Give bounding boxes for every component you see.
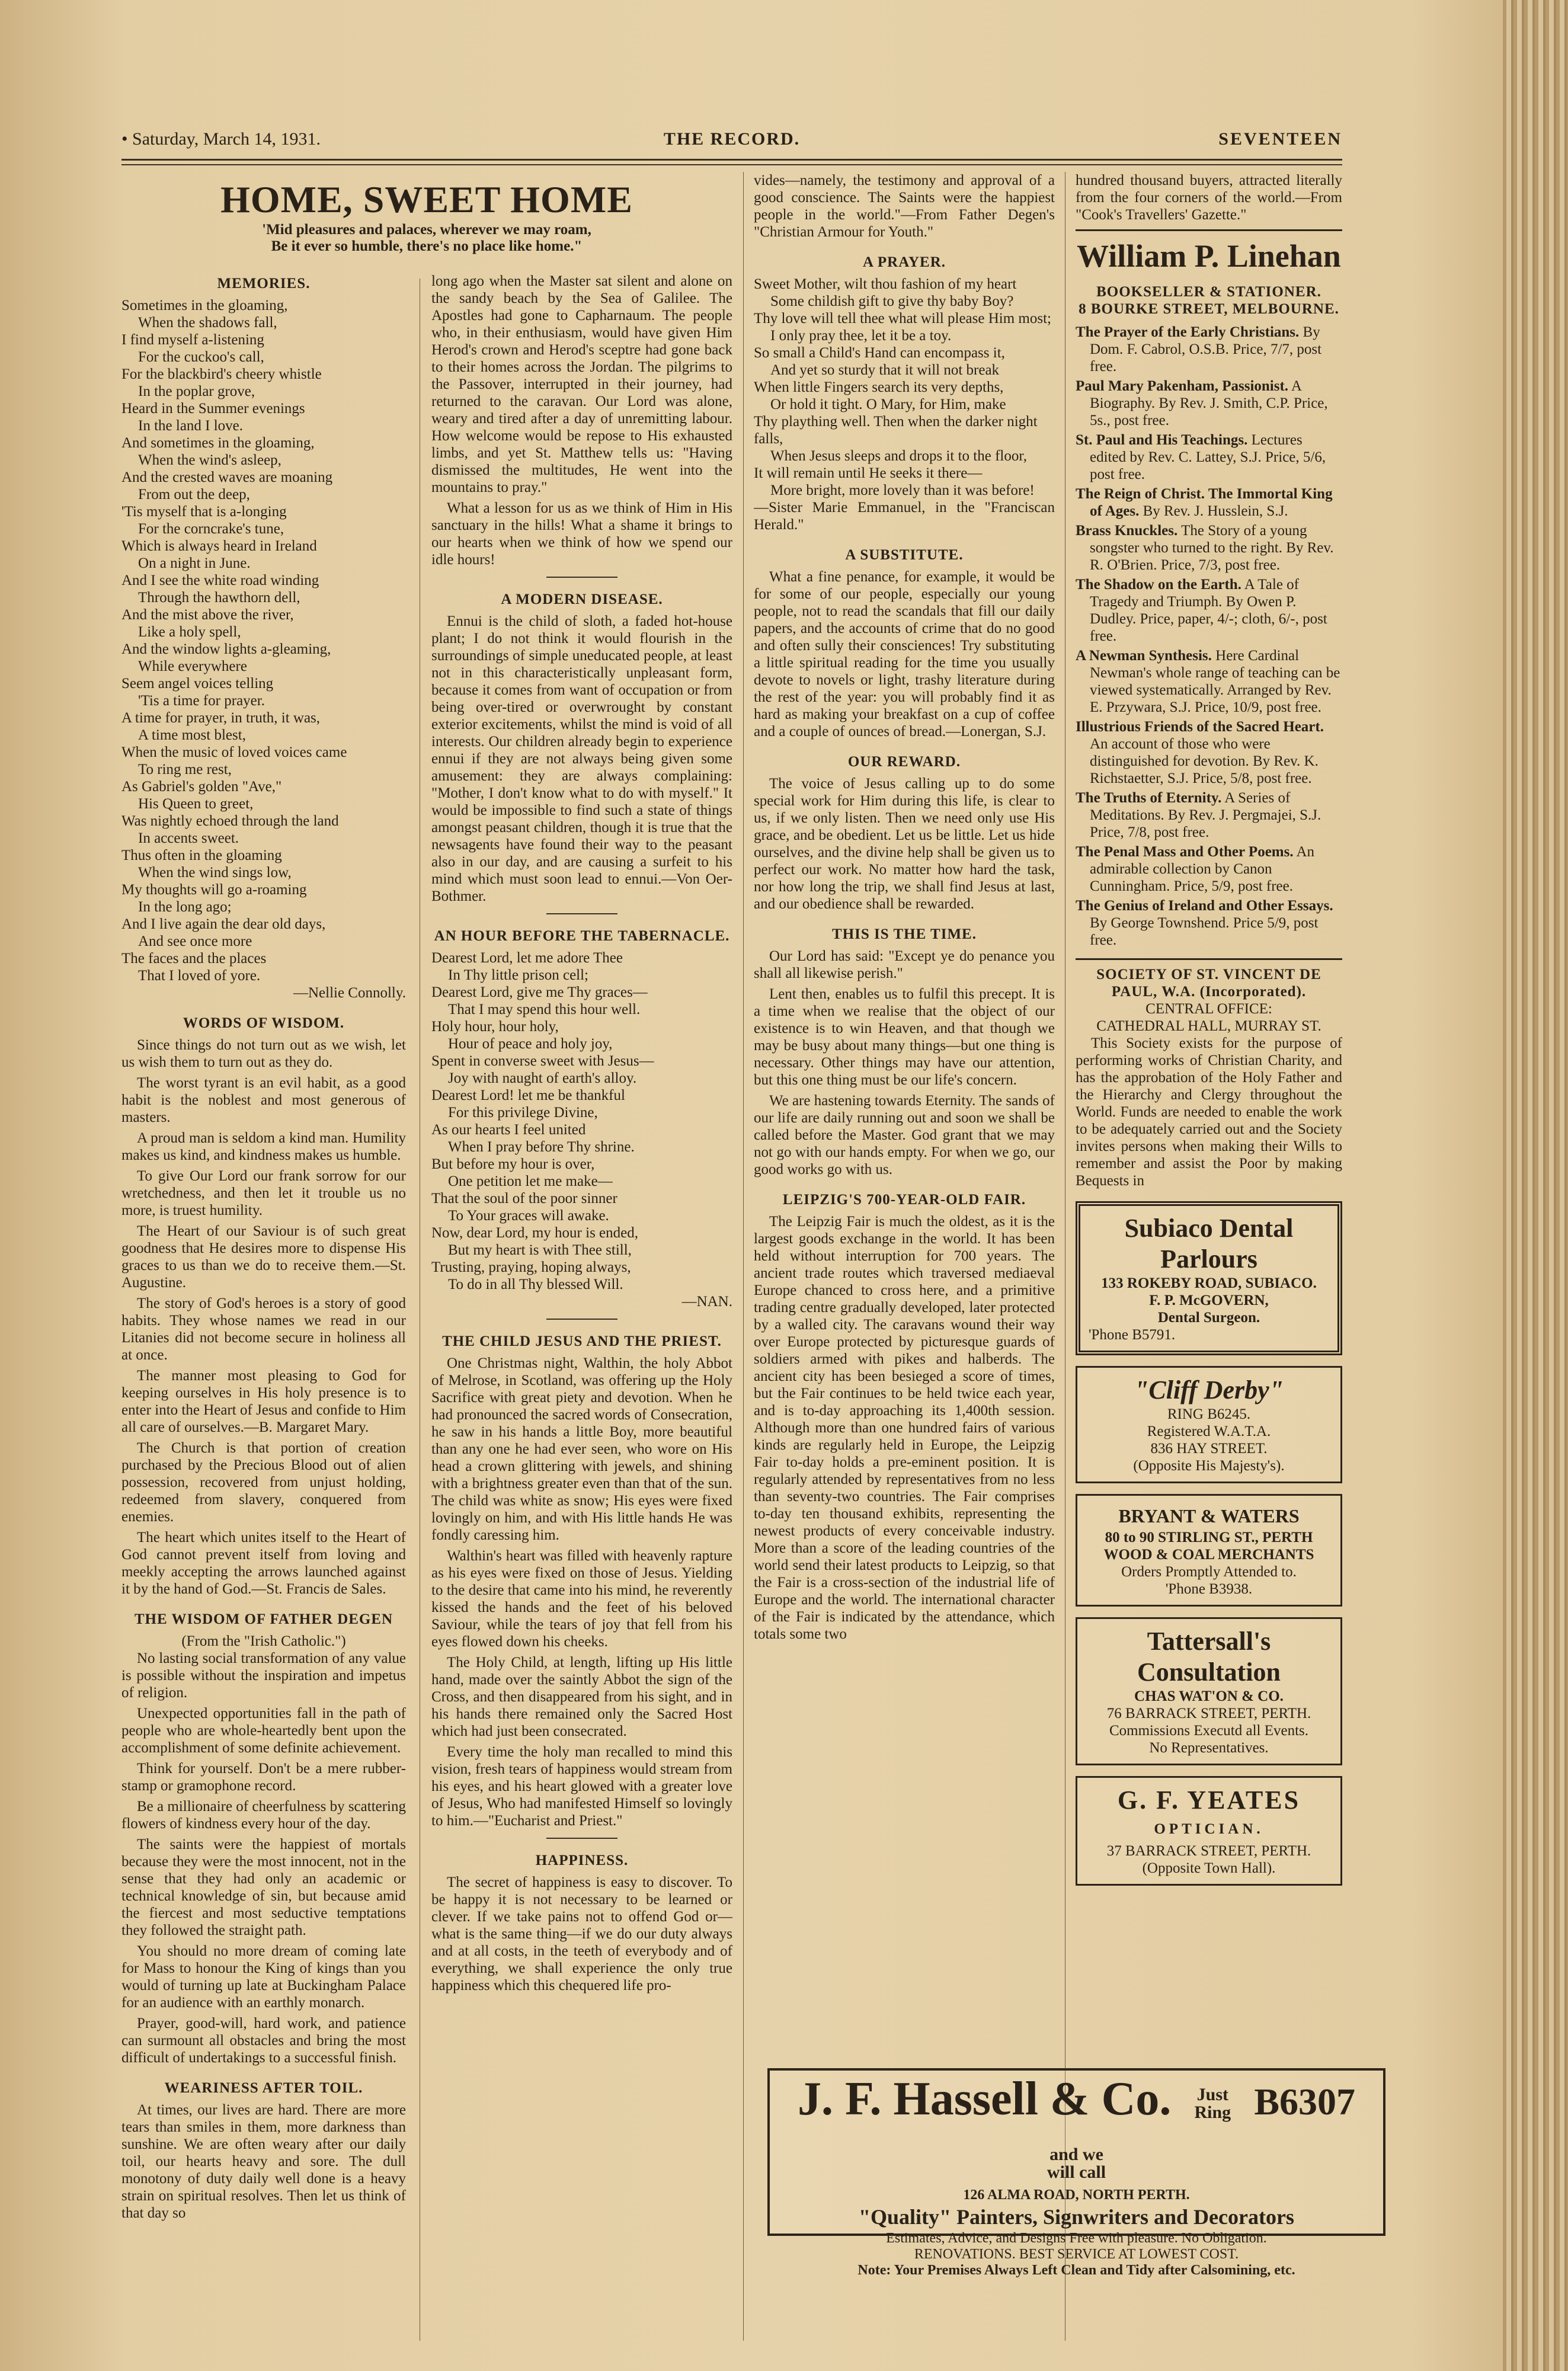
paragraph: A proud man is seldom a kind man. Humility makes us kind, and kindness makes us humble. bbox=[121, 1130, 406, 1163]
poem-line: More bright, more lovely than it was before! bbox=[770, 482, 1035, 498]
poem-line: I find myself a-listening bbox=[121, 332, 264, 348]
poem-line: Sometimes in the gloaming, bbox=[121, 297, 288, 313]
poem-line: For this privilege Divine, bbox=[448, 1105, 598, 1121]
poem-line: My thoughts will go a-roaming bbox=[121, 882, 307, 898]
disease-heading: A MODERN DISEASE. bbox=[501, 591, 663, 607]
tatt-proprietor: CHAS WAT'ON & CO. bbox=[1134, 1688, 1284, 1704]
paragraph: The heart which unites itself to the Heart of God cannot prevent itself from loving and meekly accepting the arrows launched against it by the hand of God.—St. Francis de Sales. bbox=[121, 1530, 406, 1597]
paragraph: Unexpected opportunities fall in the path of people who are whole-heartedly bent upon the accomplishment of some definite achievement. bbox=[121, 1706, 406, 1756]
section-rule bbox=[546, 913, 617, 914]
hassell-just-ring: Just Ring bbox=[1194, 2084, 1231, 2122]
hassell-ad bbox=[767, 2068, 1385, 2278]
continued-paragraph: long ago when the Master sat silent and alone on the sandy beach by the Sea of Galilee. The Apostles had gone to Capharnaum. The people who, in their enthusiasm, would have given Him Herod's crown and Herod's sceptre had gone back to their homes across the Jordan. The pilgrims to the Passover, interrupted in their journey, had returned to the caravan. Our Lord was alone, weary and tired after a day of unremitting labour. How welcome would be repose to His exhausted limbs, and yet St. Matthew tells us: "Having dismissed the multitudes, He went into the mountains to pray." bbox=[431, 273, 732, 495]
poem-line: I only pray thee, let it be a toy. bbox=[770, 328, 952, 344]
weariness-paragraph: At times, our lives are hard. There are more tears than smiles in them, more darkness than sunshine. We are often weary after our daily toil, our hearts heavy and sore. The dull monotony of duty daily well done is a heavy strain on spiritual resolves. Then let us think of that day so bbox=[121, 2102, 406, 2221]
poem-line: Hour of peace and holy joy, bbox=[448, 1036, 613, 1052]
header-paper-name: THE RECORD. bbox=[663, 129, 801, 149]
happiness-paragraph: The secret of happiness is easy to discover. To be happy it is not necessary to be learned or clever. If we take pains not to offend God or—what is the same thing—if we do our duty always and at all costs, in the teeth of everybody and of everything, we shall experience the only true happiness which this chequered life pro- bbox=[431, 1874, 732, 1994]
prayer-signature: —Sister Marie Emmanuel, in the "Franciscan Herald." bbox=[754, 500, 1055, 533]
book-listing bbox=[1076, 718, 1342, 787]
book-details: An account of those who were distinguished for devotion. By Rev. K. Richstaetter, S.J. Price, 5/8, post free. bbox=[1090, 736, 1319, 786]
svdp-office: CENTRAL OFFICE: bbox=[1145, 1001, 1272, 1017]
section-rule bbox=[546, 1838, 617, 1839]
memories-signature: —Nellie Connolly. bbox=[293, 985, 406, 1001]
poem-line: For the cuckoo's call, bbox=[138, 349, 264, 365]
book-title: The Prayer of the Early Christians. bbox=[1076, 324, 1300, 340]
book-details: Here Cardinal Newman's whole range of teaching can be viewed systematically. Arranged by Rev. E. Przywara, S.J. Price, 10/9, post free. bbox=[1090, 648, 1340, 715]
paragraph: Be a millionaire of cheerfulness by scattering flowers of kindness every hour of the day. bbox=[121, 1799, 406, 1832]
continued-paragraph: vides—namely, the testimony and approval of a good conscience. The Saints were the happiest people in the world."—From Father Degen's "Christian Armour for Youth." bbox=[754, 172, 1055, 240]
bryant-waters-ad bbox=[1076, 1494, 1342, 1607]
column-4 bbox=[1076, 172, 1342, 2056]
poem-line: 'Tis myself that is a-longing bbox=[121, 504, 287, 520]
banner-subtitle-2: Be it ever so humble, there's no place like home." bbox=[271, 238, 583, 254]
cliff-derby-ad bbox=[1076, 1366, 1342, 1483]
poem-line: Through the hawthorn dell, bbox=[138, 590, 300, 606]
hassell-name: J. F. Hassell & Co. bbox=[797, 2073, 1172, 2125]
paragraph: Walthin's heart was filled with heavenly rapture as his eyes were fixed on those of Jesus. Yielding to the desire that came into his mind, he reverently kissed the hands and the feet of his beloved Saviour, while the tears of joy that fell from his eyes flowed down his cheeks. bbox=[431, 1548, 732, 1650]
book-listing bbox=[1076, 897, 1342, 949]
poem-line: That the soul of the poor sinner bbox=[431, 1191, 617, 1207]
book-title: Brass Knuckles. bbox=[1076, 523, 1178, 539]
book-title: The Genius of Ireland and Other Essays. bbox=[1076, 898, 1333, 914]
poem-line: Holy hour, hour holy, bbox=[431, 1019, 559, 1035]
paragraph: The worst tyrant is an evil habit, as a good habit is the noblest and most generous of masters. bbox=[121, 1075, 406, 1125]
poem-line: When the wind sings low, bbox=[138, 865, 292, 881]
hassell-address: 126 ALMA ROAD, NORTH PERTH. bbox=[963, 2187, 1190, 2203]
subiaco-address: 133 ROKEBY ROAD, SUBIACO. bbox=[1101, 1275, 1317, 1291]
book-title: St. Paul and His Teachings. bbox=[1076, 432, 1248, 448]
hour-signature: —NAN. bbox=[681, 1294, 732, 1310]
poem-line: Thy love will tell thee what will please Him most; bbox=[754, 311, 1051, 327]
continued-paragraph: hundred thousand buyers, attracted literally from the four corners of the world.—From "Cook's Travellers' Gazette." bbox=[1076, 172, 1342, 223]
book-details: An admirable collection by Canon Cunningham. Price, 5/9, post free. bbox=[1090, 844, 1315, 894]
tattersalls-ad bbox=[1076, 1617, 1342, 1765]
cliff-ring: RING B6245. bbox=[1167, 1406, 1251, 1422]
hour-poem bbox=[431, 949, 732, 1293]
poem-line: That I loved of yore. bbox=[138, 968, 261, 984]
linehan-address: 8 BOURKE STREET, MELBOURNE. bbox=[1079, 301, 1339, 317]
prayer-heading: A PRAYER. bbox=[862, 254, 946, 270]
column-divider bbox=[743, 172, 744, 2341]
wisdom-heading: WORDS OF WISDOM. bbox=[183, 1015, 345, 1031]
book-listing bbox=[1076, 647, 1342, 716]
poem-line: And the mist above the river, bbox=[121, 607, 294, 623]
paragraph: Since things do not turn out as we wish, let us wish them to turn out as they do. bbox=[121, 1037, 406, 1070]
poem-line: Trusting, praying, hoping always, bbox=[431, 1259, 631, 1275]
poem-line: And the crested waves are moaning bbox=[121, 469, 333, 485]
hassell-renovations: RENOVATIONS. BEST SERVICE AT LOWEST COST. bbox=[914, 2247, 1239, 2262]
book-details: By Dom. F. Cabrol, O.S.B. Price, 7/7, post free. bbox=[1090, 324, 1322, 375]
poem-line: Sweet Mother, wilt thou fashion of my heart bbox=[754, 276, 1017, 292]
book-listing bbox=[1076, 522, 1342, 574]
memories-heading: MEMORIES. bbox=[217, 276, 311, 292]
weariness-heading: WEARINESS AFTER TOIL. bbox=[164, 2080, 363, 2096]
poem-line: Like a holy spell, bbox=[138, 624, 241, 640]
time-heading: THIS IS THE TIME. bbox=[832, 926, 977, 942]
paragraph: No lasting social transformation of any value is possible without the inspiration and impetus of religion. bbox=[121, 1650, 406, 1701]
paragraph: Prayer, good-will, hard work, and patience can surmount all obstacles and bring the most difficult of undertakings to a successful finish. bbox=[121, 2015, 406, 2066]
column-3 bbox=[754, 172, 1055, 2056]
book-details: Lectures edited by Rev. C. Lattey, S.J. Price, 5/6, post free. bbox=[1090, 432, 1326, 482]
poem-line: And the window lights a-gleaming, bbox=[121, 641, 331, 657]
bryant-phone: 'Phone B3938. bbox=[1165, 1581, 1253, 1597]
yeates-opposite: (Opposite Town Hall). bbox=[1142, 1860, 1276, 1876]
book-title: The Truths of Eternity. bbox=[1076, 790, 1222, 806]
hassell-will-call: and we will call bbox=[1047, 2144, 1106, 2182]
reward-heading: OUR REWARD. bbox=[847, 754, 961, 770]
poem-line: His Queen to greet, bbox=[138, 796, 254, 812]
book-title: The Shadow on the Earth. bbox=[1076, 577, 1241, 593]
poem-line: Dearest Lord, let me adore Thee bbox=[431, 950, 623, 966]
poem-line: In Thy little prison cell; bbox=[448, 967, 588, 983]
book-binding-edge bbox=[1503, 0, 1568, 2371]
poem-line: From out the deep, bbox=[138, 487, 250, 503]
poem-line: But my heart is with Thee still, bbox=[448, 1242, 632, 1258]
poem-line: Seem angel voices telling bbox=[121, 676, 274, 692]
header-rule bbox=[121, 159, 1342, 165]
books-list bbox=[1076, 324, 1342, 949]
banner-title: HOME, SWEET HOME bbox=[220, 178, 633, 220]
fair-paragraph: The Leipzig Fair is much the oldest, as it is the largest goods exchange in the world. It has been held without interruption for 700 years. The ancient trade routes which traversed mediaeval Europe chanced to cross here, and a primitive trading centre gradually developed, later protected by a walled city. The caravans wound their way over Europe protected by picturesque guards of soldiers armed with pikes and halberds. The ancient city has been besieged a score of times, but the Fair continues to be held twice each year, and is to-day approaching its 1,400th session. Although more than one hundred fairs of various kinds are regularly held in Europe, the Leipzig Fair to-day holds a pre-eminent position. It is regularly attended by representatives from no less than seventy-two countries. The Fair comprises to-day ten thousand exhibits, representing the newest products of every conceivable industry. More than a score of the leading countries of the world send their latest products to Leipzig, so that the Fair is a cross-section of the industrial life of Europe and the world. The international character of the Fair is indicated by the attendance, which totals some two bbox=[754, 1214, 1055, 1642]
cliff-opposite: (Opposite His Majesty's). bbox=[1133, 1458, 1285, 1474]
bryant-name: BRYANT & WATERS bbox=[1118, 1505, 1300, 1527]
paragraph: Lent then, enables us to fulfil this precept. It is a time when we realise that the object of our existence is to win Heaven, and that though we may be busy about many things—but one thing is necessary. Other things may have our attention, but this one thing must be our life's concern. bbox=[754, 986, 1055, 1088]
paragraph: Every time the holy man recalled to mind this vision, fresh tears of happiness would stream from his eyes, and his heart glowed with a greater love of Jesus, Who had manifested Himself so lovingly to him.—"Eucharist and Priest." bbox=[431, 1744, 732, 1829]
reward-paragraph: The voice of Jesus calling up to do some special work for Him during this life, is clear to us, if we only listen. Then we need only use His grace, and be obedient. Let us be little. Let us hide ourselves, and the divine help shall be given us to perfect our work. No matter how hard the task, nor how long the trip, we shall find Jesus at last, and our obedience shall be rewarded. bbox=[754, 776, 1055, 912]
poem-line: Some childish gift to give thy baby Boy? bbox=[770, 293, 1014, 309]
poem-line: It will remain until He seeks it there— bbox=[754, 465, 983, 481]
poem-line: To ring me rest, bbox=[138, 761, 232, 777]
book-listing bbox=[1076, 324, 1342, 375]
poem-line: Or hold it tight. O Mary, for Him, make bbox=[770, 396, 1006, 412]
book-details: A Series of Meditations. By Rev. J. Pergmajei, S.J. Price, 7/8, post free. bbox=[1090, 790, 1321, 840]
subiaco-phone: 'Phone B5791. bbox=[1089, 1327, 1176, 1343]
book-details: By Rev. J. Husslein, S.J. bbox=[1143, 503, 1288, 519]
poem-line: 'Tis a time for prayer. bbox=[138, 693, 265, 709]
poem-line: Dearest Lord, give me Thy graces— bbox=[431, 984, 648, 1000]
poem-line: As our hearts I feel united bbox=[431, 1122, 586, 1138]
tatt-line-2: No Representatives. bbox=[1149, 1740, 1269, 1756]
hassell-tagline: "Quality" Painters, Signwriters and Decorators bbox=[859, 2205, 1294, 2229]
book-title: A Newman Synthesis. bbox=[1076, 648, 1212, 664]
paragraph: To give Our Lord our frank sorrow for our wretchedness, and then let it trouble us no more, is truest humility. bbox=[121, 1168, 406, 1218]
substitute-heading: A SUBSTITUTE. bbox=[845, 547, 964, 563]
cliff-registered: Registered W.A.T.A. bbox=[1147, 1423, 1271, 1439]
memories-poem bbox=[121, 297, 406, 984]
subiaco-role: Dental Surgeon. bbox=[1157, 1310, 1260, 1326]
poem-line: For the blackbird's cheery whistle bbox=[121, 366, 322, 382]
book-details: The Story of a young songster who turned to the right. By Rev. R. O'Brien. Price, 7/3, post free. bbox=[1090, 523, 1334, 573]
book-listing bbox=[1076, 485, 1342, 520]
yeates-name: G. F. YEATES bbox=[1117, 1786, 1301, 1815]
happiness-heading: HAPPINESS. bbox=[535, 1852, 629, 1868]
home-sweet-home-banner bbox=[121, 178, 732, 255]
poem-line: Now, dear Lord, my hour is ended, bbox=[431, 1225, 638, 1241]
poem-line: And sometimes in the gloaming, bbox=[121, 435, 315, 451]
paragraph: The Holy Child, at length, lifting up His little hand, made over the saintly Abbot the sign of the Cross, and then disappeared from his sight, and in his hands there remained only the Sacred Host which had just been consecrated. bbox=[431, 1655, 732, 1739]
book-title: The Reign of Christ. The Immortal King of Ages. bbox=[1076, 486, 1333, 519]
poem-line: One petition let me make— bbox=[448, 1173, 613, 1189]
poem-line: But before my hour is over, bbox=[431, 1156, 595, 1172]
svdp-paragraph: This Society exists for the purpose of performing works of Christian Charity, and has the approbation of the Holy Father and the Hierarchy and Clergy throughout the World. Funds are needed to enable the work to be adequately carried out and the Society invites persons when making their Wills to remember and assist the Poor by making Bequests in bbox=[1076, 1035, 1342, 1189]
hassell-heading-line bbox=[770, 2071, 1383, 2187]
hassell-phone: B6307 bbox=[1254, 2081, 1356, 2123]
yeates-address: 37 BARRACK STREET, PERTH. bbox=[1106, 1843, 1311, 1859]
book-listing bbox=[1076, 377, 1342, 429]
poem-line: The faces and the places bbox=[121, 951, 267, 967]
book-listing bbox=[1076, 576, 1342, 645]
poem-line: As Gabriel's golden "Ave," bbox=[121, 779, 282, 795]
tatt-line-1: Commissions Executd all Events. bbox=[1109, 1723, 1309, 1739]
linehan-trade: BOOKSELLER & STATIONER. bbox=[1096, 284, 1321, 300]
section-rule bbox=[546, 577, 617, 578]
book-details: By George Townshend. Price 5/9, post free. bbox=[1090, 915, 1319, 948]
section-rule bbox=[546, 1319, 617, 1320]
bryant-trade: WOOD & COAL MERCHANTS bbox=[1103, 1547, 1314, 1563]
poem-line: In the poplar grove, bbox=[138, 383, 255, 399]
poem-line: And yet so sturdy that it will not break bbox=[770, 362, 1000, 378]
prayer-poem bbox=[754, 276, 1055, 499]
bryant-orders: Orders Promptly Attended to. bbox=[1121, 1564, 1297, 1580]
poem-line: When the shadows fall, bbox=[138, 315, 277, 331]
child-heading: THE CHILD JESUS AND THE PRIEST. bbox=[442, 1333, 722, 1349]
paragraph: We are hastening towards Eternity. The sands of our life are daily running out and soon we shall be called before the Master. God grant that we may not go with our hands empty. For when we go, our good works go with us. bbox=[754, 1093, 1055, 1177]
poem-line: To Your graces will awake. bbox=[448, 1208, 609, 1224]
poem-line: To do in all Thy blessed Will. bbox=[448, 1276, 623, 1292]
poem-line: While everywhere bbox=[138, 658, 247, 674]
hassell-note: Note: Your Premises Always Left Clean and Tidy after Calsomining, etc. bbox=[857, 2263, 1295, 2278]
time-body bbox=[754, 948, 1055, 1178]
paragraph: Our Lord has said: "Except ye do penance you shall all likewise perish." bbox=[754, 948, 1055, 981]
poem-line: Heard in the Summer evenings bbox=[121, 401, 305, 417]
yeates-ad bbox=[1076, 1776, 1342, 1886]
poem-line: A time most blest, bbox=[138, 727, 246, 743]
poem-line: For the corncrake's tune, bbox=[138, 521, 284, 537]
hassell-estimates: Estimates, Advice, and Designs Free with pleasure. No Obligation. bbox=[886, 2231, 1267, 2246]
poem-line: When the music of loved voices came bbox=[121, 744, 347, 760]
poem-line: So small a Child's Hand can encompass it, bbox=[754, 345, 1005, 361]
poem-line: A time for prayer, in truth, it was, bbox=[121, 710, 321, 726]
continued-paragraph-2: What a lesson for us as we think of Him in His sanctuary in the hills! What a shame it brings to our hearts when we think of how we spend our idle hours! bbox=[431, 500, 732, 568]
poem-line: Joy with naught of earth's alloy. bbox=[448, 1070, 637, 1086]
poem-line: On a night in June. bbox=[138, 555, 251, 571]
paragraph: You should no more dream of coming late for Mass to honour the King of kings than you would of turning up late at Buckingham Palace for an audience with an earthly monarch. bbox=[121, 1943, 406, 2011]
disease-paragraph: Ennui is the child of sloth, a faded hot-house plant; I do not think it would flourish in the surroundings of simple uneducated people, at least not in this characteristically unpleasant form, because it comes from want of occupation or from being over-tired or overwrought by constant exterior excitements, whilst the mind is void of all interests. Our children already begin to experience ennui if they are not always being given some amusement: they are always complaining: "Mother, I don't know what to do with myself." It would be impossible to find such a state of things amongst peasant children, though it is true that the newsagents have found their way to the peasant also in our day, and are causing a surfeit to his mind which must soon lead to ennui.—Von Oer-Bothmer. bbox=[431, 613, 732, 904]
paragraph: The manner most pleasing to God for keeping ourselves in His holy presence is to enter into the Heart of Jesus and confide to Him all care of ourselves.—B. Margaret Mary. bbox=[121, 1368, 406, 1435]
column-2 bbox=[431, 273, 732, 2347]
header-page-number: SEVENTEEN bbox=[1218, 129, 1342, 149]
poem-line: And see once more bbox=[138, 933, 252, 949]
poem-line: When little Fingers search its very depths, bbox=[754, 379, 1004, 395]
hour-heading: AN HOUR BEFORE THE TABERNACLE. bbox=[434, 928, 730, 944]
fair-heading: LEIPZIG'S 700-YEAR-OLD FAIR. bbox=[782, 1192, 1026, 1208]
paragraph: The Heart of our Saviour is of such great goodness that He desires more to dispense His graces to us than we do to receive them.—St. Augustine. bbox=[121, 1223, 406, 1291]
poem-line: And I see the white road winding bbox=[121, 572, 319, 588]
book-title: Illustrious Friends of the Sacred Heart. bbox=[1076, 719, 1324, 735]
banner-subtitle-1: 'Mid pleasures and palaces, wherever we may roam, bbox=[262, 222, 591, 238]
tatt-address: 76 BARRACK STREET, PERTH. bbox=[1106, 1706, 1311, 1722]
poem-line: Thus often in the gloaming bbox=[121, 847, 282, 863]
svdp-address: CATHEDRAL HALL, MURRAY ST. bbox=[1096, 1018, 1321, 1034]
book-listing bbox=[1076, 431, 1342, 483]
poem-line: Which is always heard in Ireland bbox=[121, 538, 317, 554]
svdp-heading: SOCIETY OF ST. VINCENT DE PAUL, W.A. (Incorporated). bbox=[1096, 967, 1321, 1000]
header-date: • Saturday, March 14, 1931. bbox=[121, 129, 321, 149]
child-body bbox=[431, 1355, 732, 1829]
poem-line: That I may spend this hour well. bbox=[448, 1001, 641, 1017]
paragraph: Think for yourself. Don't be a mere rubber-stamp or gramophone record. bbox=[121, 1761, 406, 1794]
bryant-address: 80 to 90 STIRLING ST., PERTH bbox=[1105, 1530, 1313, 1546]
poem-line: When I pray before Thy shrine. bbox=[448, 1139, 635, 1155]
subiaco-proprietor: F. P. McGOVERN, bbox=[1149, 1292, 1269, 1308]
poem-line: Dearest Lord! let me be thankful bbox=[431, 1087, 625, 1103]
poem-line: Was nightly echoed through the land bbox=[121, 813, 339, 829]
paragraph: One Christmas night, Walthin, the holy Abbot of Melrose, in Scotland, was offering up the Holy Sacrifice with great piety and devotion. When he had pronounced the sacred words of Consecration, he saw in his hands a little Boy, more beautiful than any one he had ever seen, who wore on His head a crown glittering with jewels, and shining with a brightness greater even than that of the sun. The child was white as snow; His eyes were fixed lovingly on him, and with His little hands He was fondly caressing him. bbox=[431, 1355, 732, 1543]
page-header bbox=[121, 129, 1342, 151]
book-title: The Penal Mass and Other Poems. bbox=[1076, 844, 1294, 860]
degen-source: (From the "Irish Catholic.") bbox=[181, 1633, 346, 1649]
paragraph: The Church is that portion of creation purchased by the Precious Blood out of alien possession, recovered from unjust holding, redeemed from slavery, conquered from enemies. bbox=[121, 1440, 406, 1525]
cliff-address: 836 HAY STREET. bbox=[1150, 1441, 1268, 1457]
poem-line: When the wind's asleep, bbox=[138, 452, 281, 468]
book-details: A Biography. By Rev. J. Smith, C.P. Price, 5s., post free. bbox=[1090, 378, 1328, 428]
degen-body bbox=[121, 1650, 406, 2066]
subiaco-dental-ad bbox=[1076, 1201, 1342, 1355]
poem-line: In the land I love. bbox=[138, 418, 244, 434]
cliff-name: "Cliff Derby" bbox=[1134, 1375, 1284, 1404]
book-title: Paul Mary Pakenham, Passionist. bbox=[1076, 378, 1289, 394]
book-details: A Tale of Tragedy and Triumph. By Owen P. Dudley. Price, paper, 4/-; cloth, 6/-, post free. bbox=[1090, 577, 1327, 644]
poem-line: When Jesus sleeps and drops it to the floor, bbox=[770, 448, 1027, 464]
poem-line: In accents sweet. bbox=[138, 830, 239, 846]
linehan-name: William P. Linehan bbox=[1077, 238, 1341, 274]
book-listing bbox=[1076, 789, 1342, 841]
wisdom-body bbox=[121, 1036, 406, 1598]
poem-line: Spent in converse sweet with Jesus— bbox=[431, 1053, 654, 1069]
degen-heading: THE WISDOM OF FATHER DEGEN bbox=[134, 1611, 393, 1627]
book-listing bbox=[1076, 843, 1342, 895]
poem-line: Thy plaything well. Then when the darker night falls, bbox=[754, 414, 1038, 447]
yeates-trade: OPTICIAN. bbox=[1154, 1821, 1264, 1837]
column-1 bbox=[121, 273, 406, 2347]
subiaco-name: Subiaco Dental Parlours bbox=[1124, 1214, 1294, 1274]
substitute-paragraph: What a fine penance, for example, it would be for some of our people, especially our young people, not to read the scandals that fill our daily papers, and the accounts of crime that do no good and often sully their consciences! Try substituting a little spiritual reading for the time you usually devote to novels or light, trashy literature during the rest of the year: you will probably find it as hard as making your breakfast on a cup of coffee and a couple of ounces of bread.—Lonergan, S.J. bbox=[754, 569, 1055, 740]
paragraph: The story of God's heroes is a story of good habits. They whose names we read in our Litanies did not become secure in holiness all at once. bbox=[121, 1295, 406, 1363]
tatt-name: Tattersall's Consultation bbox=[1137, 1627, 1281, 1687]
paragraph: The saints were the happiest of mortals because they were the most innocent, not in the sense that they had only an academic or technical knowledge of sin, but because amid the fiercest and most seductive temptations they followed the straight path. bbox=[121, 1836, 406, 1938]
poem-line: And I live again the dear old days, bbox=[121, 916, 326, 932]
poem-line: In the long ago; bbox=[138, 899, 232, 915]
